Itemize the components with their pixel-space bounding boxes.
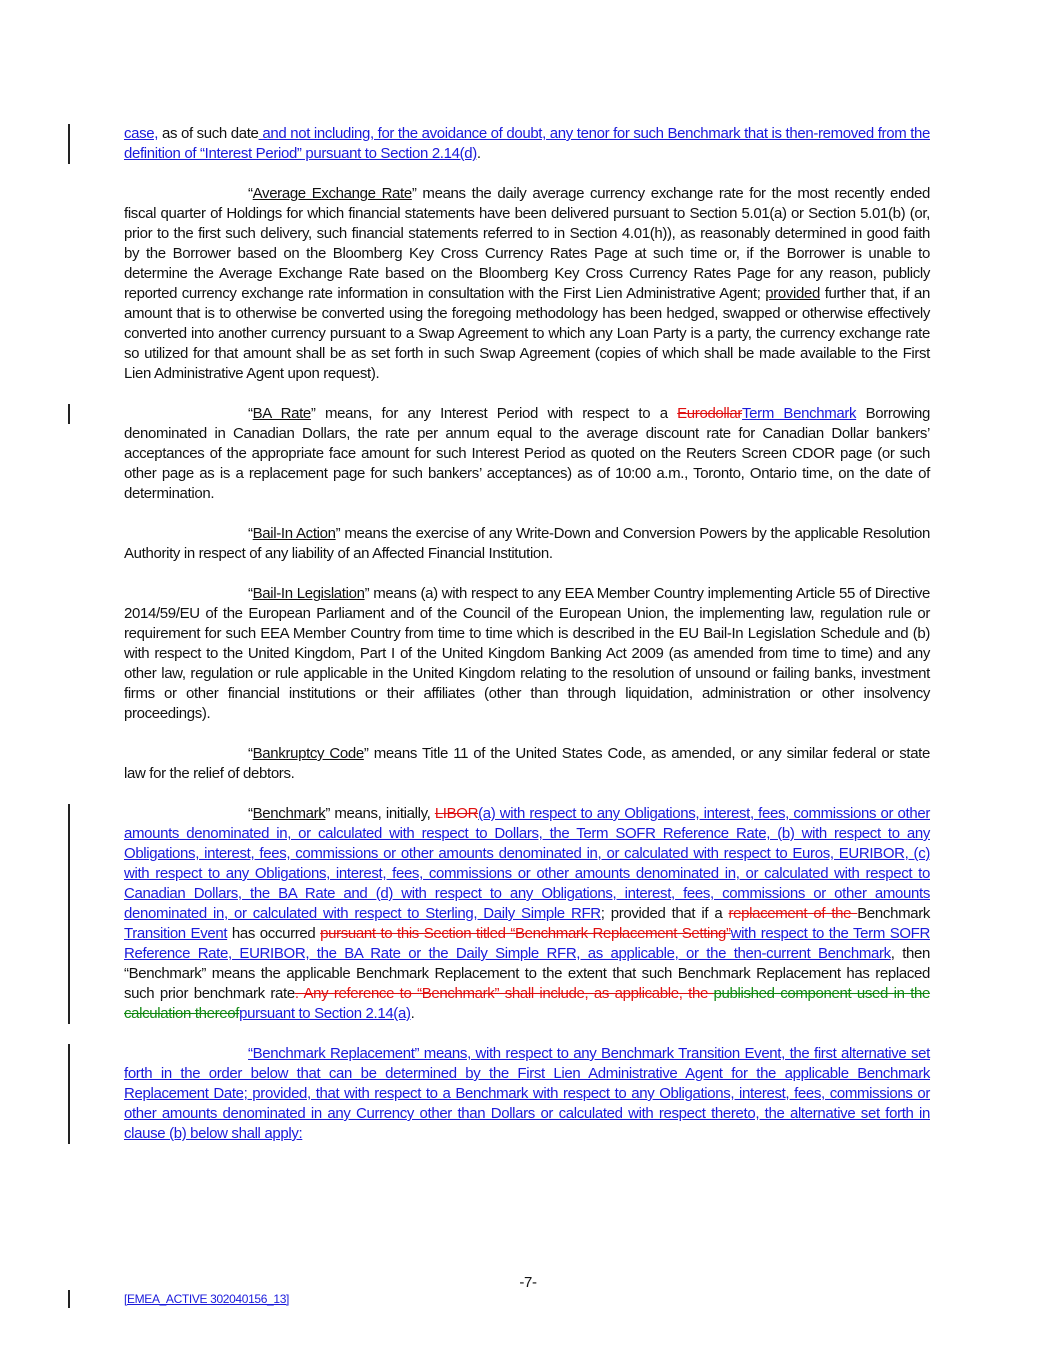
definition-paragraph (124, 1044, 930, 1144)
change-bar (68, 404, 70, 424)
defined-term: provided (765, 285, 821, 302)
inserted-text: Transition Event (124, 925, 228, 942)
text: “ (248, 745, 253, 762)
change-bar (68, 1290, 70, 1308)
definition-paragraph (124, 404, 930, 504)
definition-paragraph (124, 584, 930, 724)
text: . (476, 145, 481, 162)
definition-paragraph (124, 184, 930, 384)
text: ” means the exercise of any Write-Down and Conversion Powers by the applicable Resolution Authority in respect of any liability of an Affected Financial Institution. (124, 525, 930, 562)
document-id-footer: [EMEA_ACTIVE 302040156_13] (124, 1292, 290, 1306)
inserted-text: pursuant to Section 2.14(a) (239, 1005, 411, 1022)
deleted-text: LIBOR (434, 805, 479, 822)
text: ” means the daily average currency exchange rate for the most recently ended fiscal quarter of Holdings for which financial statements have been delivered pursuant to Section 5.01(a) or Section 5.01(b) (or, prior to the first such delivery, such financial statements referred to in Section 4.01(h)), as reasonably determined in good faith by the Borrower based on the Bloomberg Key Cross Currency Rates Page at such time or, if the Borrower is unable to determine the Average Exchange Rate based on the Bloomberg Key Cross Currency Rates Page for any reason, publicly reported currency exchange rate information in consultation with the First Lien Administrative Agent; (124, 185, 930, 302)
text: , then “Benchmark” means the applicable Benchmark Replacement to the extent that such Benchmark Replacement has replaced such prior benchmark rate (124, 945, 930, 1002)
defined-term: Bail-In Action (252, 525, 336, 542)
definition-paragraph (124, 524, 930, 564)
definition-paragraph (124, 124, 930, 164)
page-number: -7- (519, 1274, 537, 1291)
deleted-text: . Any reference to “Benchmark” shall include, as applicable, the (294, 985, 714, 1002)
defined-term: BA Rate (252, 405, 311, 422)
deleted-text: pursuant to this Section titled “Benchmark Replacement Setting” (320, 925, 731, 942)
change-bar (68, 1044, 70, 1144)
moved-deleted-text: published component used in the calculation thereof (124, 985, 931, 1022)
deleted-text: Eurodollar (677, 405, 743, 422)
definition-paragraph (124, 744, 930, 784)
inserted-text: (a) with respect to any Obligations, interest, fees, commissions or other amounts denominated in, or calculated with respect to Dollars, the Term SOFR Reference Rate, (b) with respect to any Obligations, interest, fees, commissions or other amounts denominated in, or calculated with respect to Euros, EURIBOR, (c) with respect to any Obligations, interest, fees, commissions or other amounts denominated in, or calculated with respect to Canadian Dollars, the BA Rate and (d) with respect to any Obligations, interest, fees, commissions or other amounts denominated in, or calculated with respect to Sterling, Daily Simple RFR (124, 805, 930, 922)
text: Benchmark (857, 905, 930, 922)
change-bar (68, 124, 70, 164)
text: ” means Title 11 of the United States Code, as amended, or any similar federal or state law for the relief of debtors. (124, 745, 930, 782)
text: “ (248, 525, 253, 542)
defined-term: Bankruptcy Code (252, 745, 364, 762)
deleted-text: replacement of the (728, 905, 858, 922)
inserted-text: and not including, for the avoidance of doubt, any tenor for such Benchmark that is then-removed from the definition of “Interest Period” pursuant to Section 2.14(d) (124, 125, 930, 162)
definition-paragraph (124, 804, 930, 1024)
text: has occurred (227, 925, 321, 942)
text: . (410, 1005, 415, 1022)
text: “ (248, 405, 253, 422)
text: ; provided that if a (600, 905, 729, 922)
text: ” means, initially, (325, 805, 435, 822)
text: “ (248, 805, 253, 822)
inserted-text: case, (124, 125, 159, 142)
defined-term: Average Exchange Rate (252, 185, 412, 202)
text: further that, if an amount that is to otherwise be converted using the foregoing methodology has been hedged, swapped or otherwise effectively converted into another currency pursuant to a Swap Agreement to which any Loan Party is a party, the currency exchange rate so utilized for that amount shall be as set forth in such Swap Agreement (copies of which shall be made available to the First Lien Administrative Agent upon request). (124, 285, 930, 382)
defined-term: Benchmark (252, 805, 326, 822)
change-bar (68, 804, 70, 1024)
inserted-text: with respect to the Term SOFR Reference Rate, EURIBOR, the BA Rate or the Daily Simple RFR, as applicable, or the then-current Benchmark (124, 925, 930, 962)
document-body (124, 124, 930, 1164)
text: Borrowing denominated in Canadian Dollars, the rate per annum equal to the average discount rate for Canadian Dollar bankers’ acceptances of the appropriate face amount for such Interest Period as quoted on the Reuters Screen CDOR page (or such other page as is a replacement page for such bankers’ acceptances) as of 10:00 a.m., Toronto, Ontario time, on the date of determination. (124, 405, 930, 502)
text: “ (248, 585, 253, 602)
text: as of such date (158, 125, 259, 142)
text: “ (248, 185, 253, 202)
text: ” means, for any Interest Period with respect to a (310, 405, 678, 422)
inserted-text: Term Benchmark (742, 405, 857, 422)
text: ” means (a) with respect to any EEA Member Country implementing Article 55 of Directive 2014/59/EU of the European Parliament and of the Council of the European Union, the implementing law, regulation rule or requirement for such EEA Member Country from time to time which is described in the EU Bail-In Legislation Schedule and (b) with respect to the United Kingdom, Part I of the United Kingdom Banking Act 2009 (as amended from time to time) and any other law, regulation or rule applicable in the United Kingdom relating to the resolution of unsound or failing banks, investment firms or other financial institutions or their affiliates (other than through liquidation, administration or other insolvency proceedings). (124, 585, 930, 722)
defined-term: Bail-In Legislation (252, 585, 365, 602)
inserted-text: “Benchmark Replacement” means, with respect to any Benchmark Transition Event, the first alternative set forth in the order below that can be determined by the First Lien Administrative Agent for the applicable Benchmark Replacement Date; provided, that with respect to a Benchmark with respect to any Obligations, interest, fees, commissions or other amounts denominated in any Currency other than Dollars or calculated with respect thereto, the alternative set forth in clause (b) below shall apply: (124, 1045, 930, 1142)
